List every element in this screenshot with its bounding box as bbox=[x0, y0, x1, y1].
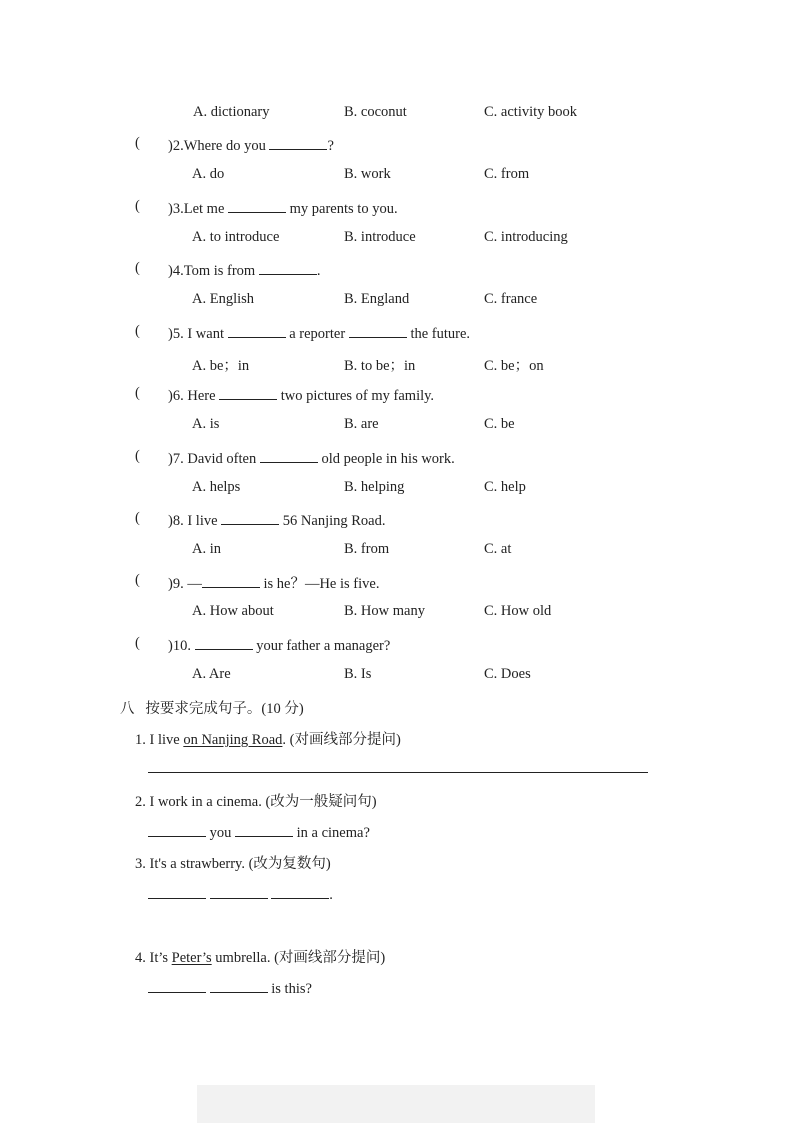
q8-paren: ( bbox=[135, 510, 140, 526]
q5-text-b: a reporter bbox=[289, 326, 346, 342]
answer-blank[interactable] bbox=[210, 884, 268, 899]
sentence-3-end: . bbox=[329, 887, 333, 903]
q4-text-b: . bbox=[316, 263, 321, 279]
sentence-1 bbox=[135, 728, 401, 749]
sentence-1-answer-line[interactable] bbox=[148, 758, 648, 778]
q3-text-b: my parents to you. bbox=[289, 201, 398, 217]
q5-paren: ( bbox=[135, 323, 140, 339]
q4-text-a: Tom is from bbox=[183, 263, 256, 279]
answer-blank[interactable] bbox=[228, 198, 286, 213]
q10-paren: ( bbox=[135, 635, 140, 651]
sentence-4-underlined: Peter’s bbox=[171, 950, 212, 966]
q10-option-a: A. Are bbox=[192, 666, 231, 682]
q4-paren: ( bbox=[135, 260, 140, 276]
q9-paren: ( bbox=[135, 572, 140, 588]
q10-option-c: C. Does bbox=[484, 666, 531, 682]
q7-paren: ( bbox=[135, 448, 140, 464]
q8-option-b: B. from bbox=[344, 541, 390, 557]
q5-option-b: B. to be；in bbox=[344, 358, 416, 374]
q2-option-b: B. work bbox=[344, 166, 391, 182]
answer-blank[interactable] bbox=[349, 323, 407, 338]
answer-blank[interactable] bbox=[210, 978, 268, 993]
q8-option-c: C. at bbox=[484, 541, 512, 557]
q8-number: )8. bbox=[168, 513, 184, 529]
q3-option-a: A. to introduce bbox=[192, 229, 280, 245]
q7-option-a: A. helps bbox=[192, 479, 241, 495]
q2-text-b: ? bbox=[327, 138, 334, 154]
footer-bar bbox=[197, 1085, 595, 1123]
q9-option-c: C. How old bbox=[484, 603, 552, 619]
sentence-4-post: umbrella. (对画线部分提问) bbox=[211, 950, 386, 966]
q4-number: )4. bbox=[168, 263, 184, 279]
q7-number: )7. bbox=[168, 451, 184, 467]
q6-option-b: B. are bbox=[344, 416, 379, 432]
q8-option-a: A. in bbox=[192, 541, 221, 557]
sentence-4-pre: 4. It’s bbox=[135, 950, 172, 966]
q7-option-c: C. help bbox=[484, 479, 526, 495]
sentence-2-prompt: 2. I work in a cinema. (改为一般疑问句) bbox=[135, 794, 377, 810]
question-5 bbox=[168, 323, 470, 343]
answer-blank[interactable] bbox=[271, 884, 329, 899]
q3-option-b: B. introduce bbox=[344, 229, 416, 245]
q2-text-a: Where do you bbox=[183, 138, 266, 154]
question-7 bbox=[168, 448, 455, 468]
q1-option-b: B. coconut bbox=[344, 104, 407, 120]
answer-blank[interactable] bbox=[260, 448, 318, 463]
sentence-4-answer bbox=[148, 978, 312, 998]
q4-option-a: A. English bbox=[192, 291, 255, 307]
q8-text-a: I live bbox=[187, 513, 218, 529]
q4-option-b: B. England bbox=[344, 291, 410, 307]
q5-option-c: C. be；on bbox=[484, 358, 544, 374]
answer-blank[interactable] bbox=[195, 635, 253, 650]
q9-text-b: is he？—He is five. bbox=[263, 576, 380, 592]
sentence-2-end: in a cinema? bbox=[296, 825, 370, 841]
sentence-1-pre: 1. I live bbox=[135, 732, 184, 748]
answer-blank[interactable] bbox=[219, 385, 277, 400]
q6-option-a: A. is bbox=[192, 416, 220, 432]
q7-text-a: David often bbox=[187, 451, 257, 467]
q2-number: )2. bbox=[168, 138, 184, 154]
q8-text-b: 56 Nanjing Road. bbox=[282, 513, 386, 529]
q9-option-b: B. How many bbox=[344, 603, 425, 619]
q9-option-a: A. How about bbox=[192, 603, 274, 619]
answer-blank[interactable] bbox=[228, 323, 286, 338]
q6-number: )6. bbox=[168, 388, 184, 404]
sentence-2-mid: you bbox=[209, 825, 232, 841]
section-8-heading: 八 按要求完成句子。(10 分) bbox=[120, 701, 304, 717]
q5-text-c: the future. bbox=[410, 326, 471, 342]
question-6 bbox=[168, 385, 434, 405]
answer-blank[interactable] bbox=[221, 510, 279, 525]
q5-option-a: A. be；in bbox=[192, 358, 250, 374]
q3-paren: ( bbox=[135, 198, 140, 214]
answer-blank[interactable] bbox=[148, 884, 206, 899]
q10-option-b: B. Is bbox=[344, 666, 372, 682]
question-10 bbox=[168, 635, 390, 655]
q2-paren: ( bbox=[135, 135, 140, 151]
q9-text-a: — bbox=[187, 576, 202, 592]
q5-number: )5. bbox=[168, 326, 184, 342]
sentence-4-end: is this? bbox=[271, 981, 312, 997]
q1-option-c: C. activity book bbox=[484, 104, 578, 120]
question-2 bbox=[168, 135, 334, 155]
sentence-3-prompt: 3. It's a strawberry. (改为复数句) bbox=[135, 856, 331, 872]
answer-blank[interactable] bbox=[269, 135, 327, 150]
question-9 bbox=[168, 572, 379, 593]
q3-number: )3. bbox=[168, 201, 184, 217]
question-8 bbox=[168, 510, 386, 530]
question-3 bbox=[168, 198, 398, 218]
question-4 bbox=[168, 260, 320, 280]
q1-option-a: A. dictionary bbox=[193, 104, 270, 120]
answer-blank[interactable] bbox=[148, 978, 206, 993]
sentence-1-post: . (对画线部分提问) bbox=[282, 732, 401, 748]
q2-option-a: A. do bbox=[192, 166, 225, 182]
q4-option-c: C. france bbox=[484, 291, 538, 307]
q6-paren: ( bbox=[135, 385, 140, 401]
q5-text-a: I want bbox=[187, 326, 224, 342]
sentence-2-answer bbox=[148, 822, 370, 842]
q10-text-b: your father a manager? bbox=[256, 638, 391, 654]
q7-option-b: B. helping bbox=[344, 479, 405, 495]
q9-number: )9. bbox=[168, 576, 184, 592]
answer-blank[interactable] bbox=[202, 573, 260, 588]
q6-text-a: Here bbox=[187, 388, 216, 404]
q3-text-a: Let me bbox=[183, 201, 225, 217]
sentence-3-answer bbox=[148, 884, 333, 904]
q10-number: )10. bbox=[168, 638, 191, 654]
q6-option-c: C. be bbox=[484, 416, 515, 432]
q3-option-c: C. introducing bbox=[484, 229, 568, 245]
q2-option-c: C. from bbox=[484, 166, 530, 182]
answer-blank[interactable] bbox=[235, 822, 293, 837]
q7-text-b: old people in his work. bbox=[321, 451, 455, 467]
q6-text-b: two pictures of my family. bbox=[280, 388, 435, 404]
answer-blank[interactable] bbox=[259, 260, 317, 275]
sentence-4 bbox=[135, 946, 385, 967]
answer-blank[interactable] bbox=[148, 822, 206, 837]
sentence-1-underlined: on Nanjing Road bbox=[183, 732, 283, 748]
answer-blank[interactable] bbox=[148, 758, 648, 773]
